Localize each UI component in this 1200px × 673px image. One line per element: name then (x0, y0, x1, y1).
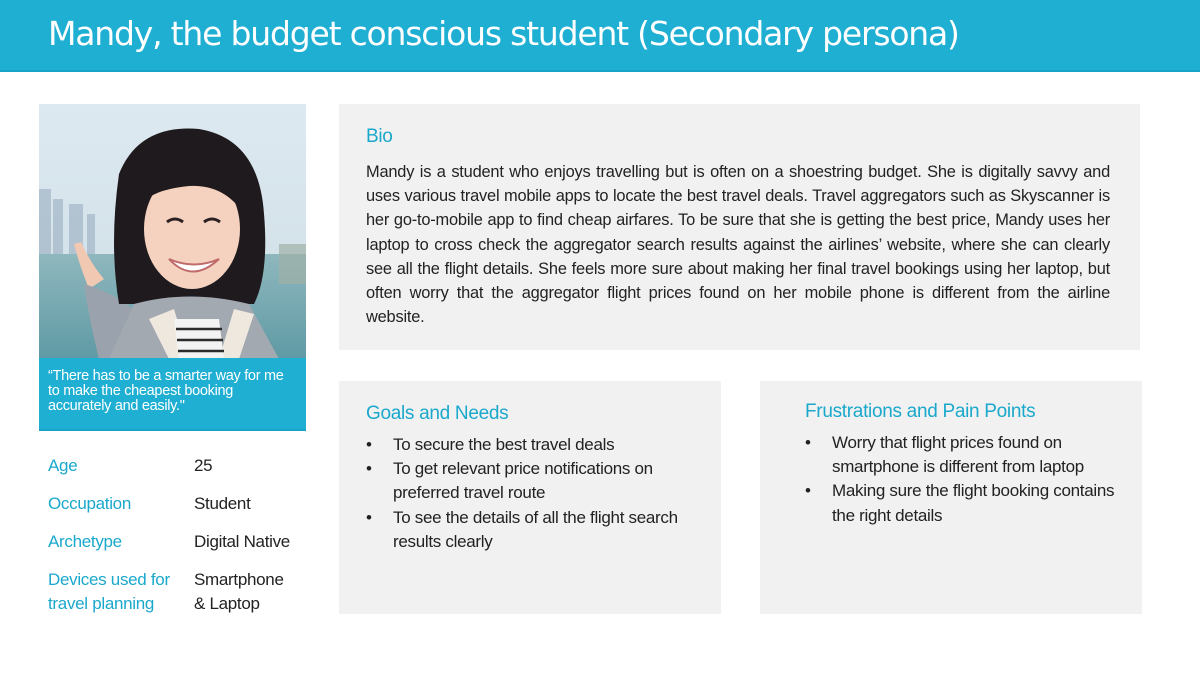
list-item (366, 506, 701, 554)
list-item-text: To see the details of all the flight search results clearly (393, 507, 678, 551)
list-item (366, 457, 701, 505)
bio-title: Bio (366, 126, 393, 147)
bullet-icon: • (805, 433, 811, 452)
fact-label: Archetype (48, 532, 122, 551)
fact-label: Occupation (48, 494, 131, 513)
list-item (805, 431, 1122, 479)
pains-card (760, 381, 1142, 614)
bio-text: Mandy is a student who enjoys travelling but is often on a shoestring budget. She is digitally savvy and uses various travel mobile apps to locate the best travel deals. Travel aggregators such as Skyscanner is her go-to-mobile app to find cheap airfares. To be sure that she is getting the best price, Mandy uses her laptop to cross check the aggregator search results against the airlines’ website, where she can clearly see all the flight details. She feels more sure about making her final travel bookings using her laptop, but often worry that the aggregator flight prices found on her mobile phone is different from the airline website. (366, 163, 1110, 327)
fact-value: Smartphone & Laptop (194, 570, 284, 613)
goals-card (339, 381, 721, 614)
bullet-icon: • (805, 481, 811, 501)
fact-row-devices (48, 568, 318, 616)
list-item-text: To secure the best travel deals (393, 435, 615, 454)
fact-row-occupation (48, 492, 318, 516)
quote-text: “There has to be a smarter way for me to make the cheapest booking accurately and easily." (48, 368, 284, 414)
persona-quote (39, 358, 306, 431)
pains-title: Frustrations and Pain Points (805, 401, 1036, 422)
bullet-icon: • (366, 507, 372, 527)
pains-list (805, 431, 1122, 528)
bullet-icon: • (366, 435, 372, 454)
fact-label: Age (48, 456, 78, 475)
list-item-text: Making sure the flight booking contains the right details (832, 481, 1115, 525)
persona-facts (48, 454, 318, 630)
fact-row-age (48, 454, 318, 478)
persona-photo (39, 104, 306, 359)
list-item (805, 479, 1122, 527)
goals-title: Goals and Needs (366, 403, 509, 424)
fact-row-archetype (48, 530, 318, 554)
list-item-text: To get relevant price notifications on preferred travel route (393, 459, 653, 503)
fact-value: Digital Native (194, 532, 290, 551)
fact-value: 25 (194, 456, 213, 475)
page-title: Mandy, the budget conscious student (Secondary persona) (48, 14, 959, 53)
goals-list (366, 433, 701, 554)
bullet-icon: • (366, 459, 372, 479)
persona-photo-icon (39, 104, 306, 359)
header-bar (0, 0, 1200, 72)
list-item-text: Worry that flight prices found on smartphone is different from laptop (832, 433, 1084, 477)
bio-card (339, 104, 1140, 350)
fact-label: Devices used for travel planning (48, 570, 170, 613)
fact-value: Student (194, 494, 251, 513)
list-item (366, 433, 701, 457)
